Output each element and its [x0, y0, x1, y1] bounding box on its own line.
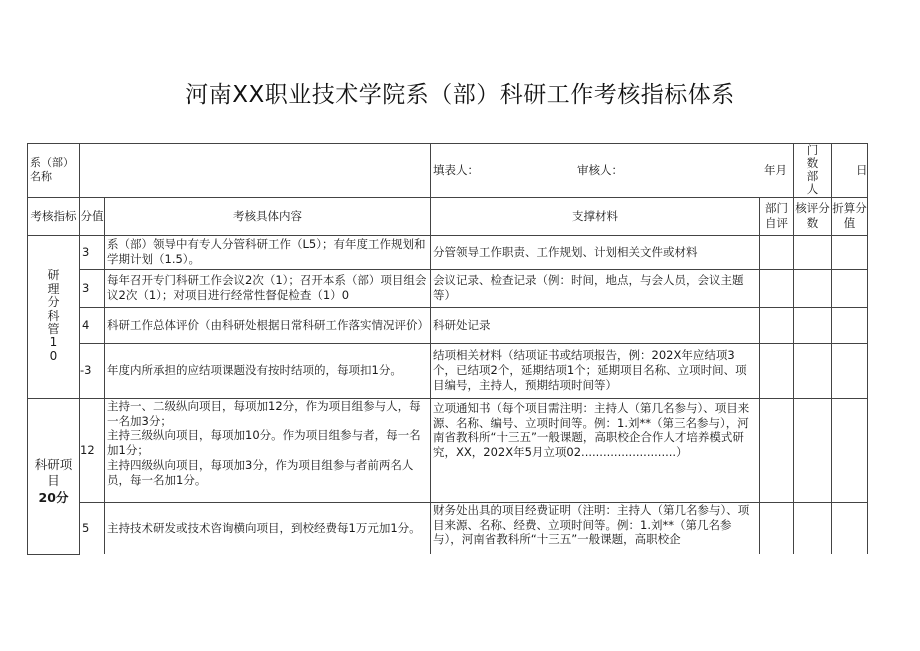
- reviewer-label: 审核人：: [577, 163, 623, 177]
- header-indicator: 考核指标: [28, 197, 80, 235]
- category-research-projects: [28, 398, 80, 554]
- row-score: 12: [80, 398, 105, 502]
- row-materials: 分管领导工作职责、工作规划、计划相关文件或材料: [431, 235, 760, 269]
- row-content: 主持技术研发或技术咨询横向项目，到校经费每1万元加1分。: [105, 502, 431, 554]
- content-line: 主持四级纵向项目，每项加3分，作为项目组参与者前两名人员，每一名加1分。: [107, 458, 414, 488]
- row-materials: 科研处记录: [431, 307, 760, 343]
- converted-score-cell[interactable]: [832, 235, 868, 269]
- header-materials: 支撑材料: [431, 197, 760, 235]
- row-content: 科研工作总体评价（由科研处根据日常科研工作落实情况评价）: [105, 307, 431, 343]
- document-title: 河南XX职业技术学院系（部）科研工作考核指标体系: [185, 82, 735, 108]
- self-eval-cell[interactable]: [760, 343, 794, 398]
- table-row: [28, 307, 868, 343]
- header-content: 考核具体内容: [105, 197, 431, 235]
- staff-count-label: 门数部人: [794, 144, 832, 198]
- review-score-cell[interactable]: [794, 343, 832, 398]
- table-row: [28, 398, 868, 502]
- row-materials: 结项相关材料（结项证书或结项报告，例：202X年应结项3个，已结项2个，延期结项1个；延期项目名称、立项时间、项目编号，主持人，预期结项时间等）: [431, 343, 760, 398]
- header-row: [28, 197, 868, 235]
- converted-score-cell[interactable]: [832, 502, 868, 554]
- row-score: 4: [80, 307, 105, 343]
- converted-score-cell[interactable]: [832, 343, 868, 398]
- row-content: 系（部）领导中有专人分管科研工作（L5）；有年度工作规划和学期计划（1.5）。: [105, 235, 431, 269]
- review-score-cell[interactable]: [794, 398, 832, 502]
- row-materials: 财务处出具的项目经费证明（注明：主持人（第几名参与）、项目来源、名称、经费、立项时间等。例：1.刘**（第几名参与），河南省教科所“十三五”一般课题，高职校企: [431, 502, 760, 554]
- category-label: 科研项目: [34, 456, 73, 489]
- row-content: 每年召开专门科研工作会议2次（1）；召开本系（部）项目组会议2次（1）；对项目进行经常性督促检查（1）0: [105, 269, 431, 307]
- self-eval-cell[interactable]: [760, 307, 794, 343]
- converted-score-cell[interactable]: [832, 307, 868, 343]
- content-line: 主持三级纵向项目，每项加10分。作为项目组参与者，每一名加1分；: [107, 428, 421, 458]
- self-eval-cell[interactable]: [760, 398, 794, 502]
- self-eval-cell[interactable]: [760, 269, 794, 307]
- date-year-month: 年月: [764, 163, 787, 177]
- table-row: [28, 502, 868, 554]
- self-eval-cell[interactable]: [760, 502, 794, 554]
- dept-name-label: 系（部）名称: [28, 144, 80, 198]
- category-score: 20分: [38, 490, 69, 506]
- row-score: 3: [80, 269, 105, 307]
- row-materials: 会议记录、检查记录（例：时间，地点，与会人员，会议主题等）: [431, 269, 760, 307]
- review-score-cell[interactable]: [794, 502, 832, 554]
- assessment-table: [27, 143, 868, 555]
- date-day: 日: [856, 163, 868, 177]
- converted-score-cell[interactable]: [832, 398, 868, 502]
- filler-label: 填表人：: [433, 163, 479, 177]
- row-content: [105, 398, 431, 502]
- info-row: [28, 144, 868, 198]
- header-score: 分值: [80, 197, 105, 235]
- row-materials: 立项通知书（每个项目需注明：主持人（第几名参与）、项目来源、名称、编号、立项时间等。例：1.刘**（第三名参与），河南省教科所“十三五”一般课题，高职校企合作人才培养模式研究，XX，202X年5月立项02..........................）: [431, 398, 760, 502]
- row-content: 年度内所承担的应结项课题没有按时结项的，每项扣1分。: [105, 343, 431, 398]
- row-score: -3: [80, 343, 105, 398]
- category-research-management: 研理分科管10: [28, 235, 80, 398]
- table-row: [28, 343, 868, 398]
- content-line: 主持一、二级纵向项目，每项加12分，作为项目组参与人，每一名加3分；: [107, 398, 421, 428]
- row-score: 3: [80, 235, 105, 269]
- table-row: [28, 269, 868, 307]
- converted-score-cell[interactable]: [832, 269, 868, 307]
- header-self-eval: 部门自评: [760, 197, 794, 235]
- review-score-cell[interactable]: [794, 235, 832, 269]
- review-score-cell[interactable]: [794, 269, 832, 307]
- review-score-cell[interactable]: [794, 307, 832, 343]
- row-score: 5: [80, 502, 105, 554]
- header-converted: 折算分值: [832, 197, 868, 235]
- dept-name-value: [80, 144, 431, 198]
- self-eval-cell[interactable]: [760, 235, 794, 269]
- header-review-score: 核评分数: [794, 197, 832, 235]
- table-row: [28, 235, 868, 269]
